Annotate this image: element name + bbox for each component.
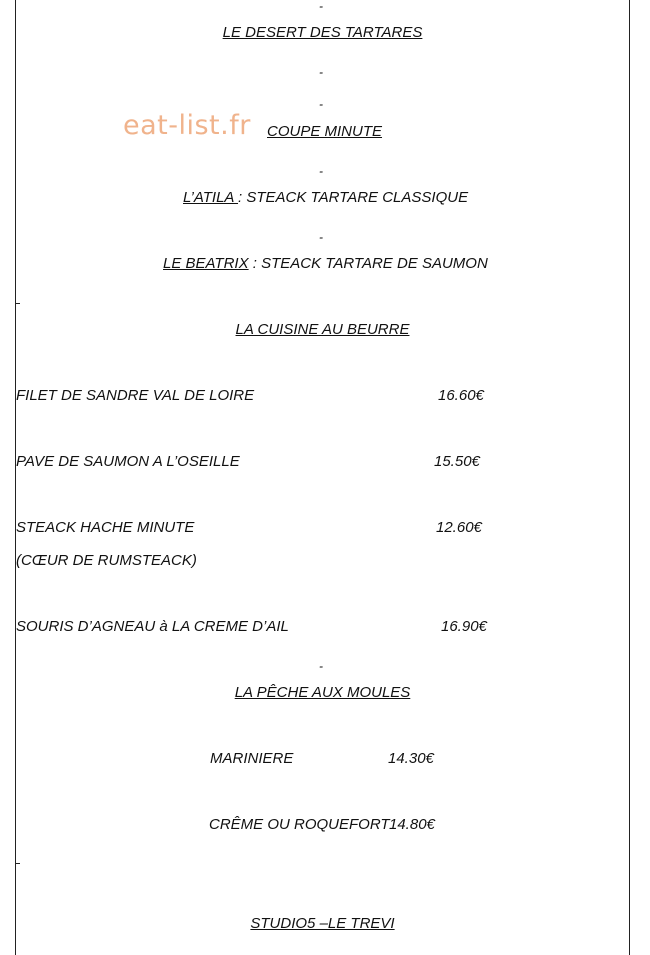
dash-separator: - xyxy=(319,164,323,178)
menu-item-name: STEACK HACHE MINUTE xyxy=(16,519,195,536)
dish-atila-name: L’ATILA xyxy=(183,189,239,206)
menu-item-name: SOURIS D’AGNEAU à LA CREME D’AIL xyxy=(16,618,289,635)
dash-separator: - xyxy=(319,0,323,13)
menu-item-name: MARINIERE xyxy=(210,750,294,767)
watermark: eat-list.fr xyxy=(123,110,251,141)
menu-item-price: 16.60€ xyxy=(438,387,484,404)
dash-separator: - xyxy=(319,97,323,111)
section-title-cuisine-beurre: LA CUISINE AU BEURRE xyxy=(235,321,410,338)
section-title-peche-moules: LA PÊCHE AUX MOULES xyxy=(234,684,411,701)
margin-mark xyxy=(16,303,20,304)
menu-item-name: FILET DE SANDRE VAL DE LOIRE xyxy=(16,387,255,404)
menu-item-price: 16.90€ xyxy=(441,618,487,635)
menu-item-note: (CŒUR DE RUMSTEACK) xyxy=(16,552,197,569)
menu-item-price: 14.80€ xyxy=(389,816,435,833)
coupe-minute-title: COUPE MINUTE xyxy=(267,123,383,140)
dish-beatrix-desc: : STEACK TARTARE DE SAUMON xyxy=(248,255,488,272)
dash-separator: - xyxy=(319,230,323,244)
menu-item-name: PAVE DE SAUMON A L’OSEILLE xyxy=(16,453,240,470)
menu-item-name: CRÊME OU ROQUEFORT xyxy=(209,816,390,833)
dish-atila xyxy=(183,189,468,207)
menu-item-price: 14.30€ xyxy=(388,750,434,767)
menu-item-price: 12.60€ xyxy=(436,519,482,536)
dish-atila-desc: : STEACK TARTARE CLASSIQUE xyxy=(238,189,469,206)
menu-page xyxy=(15,0,630,955)
margin-mark xyxy=(16,863,20,864)
dish-beatrix-name: LE BEATRIX xyxy=(163,255,249,272)
dash-separator: - xyxy=(319,659,323,673)
menu-item-price: 15.50€ xyxy=(434,453,480,470)
footer-title: STUDIO5 –LE TREVI xyxy=(250,915,395,932)
dash-separator: - xyxy=(319,65,323,79)
dish-beatrix xyxy=(163,255,488,273)
section-title-tartares: LE DESERT DES TARTARES xyxy=(222,24,423,41)
